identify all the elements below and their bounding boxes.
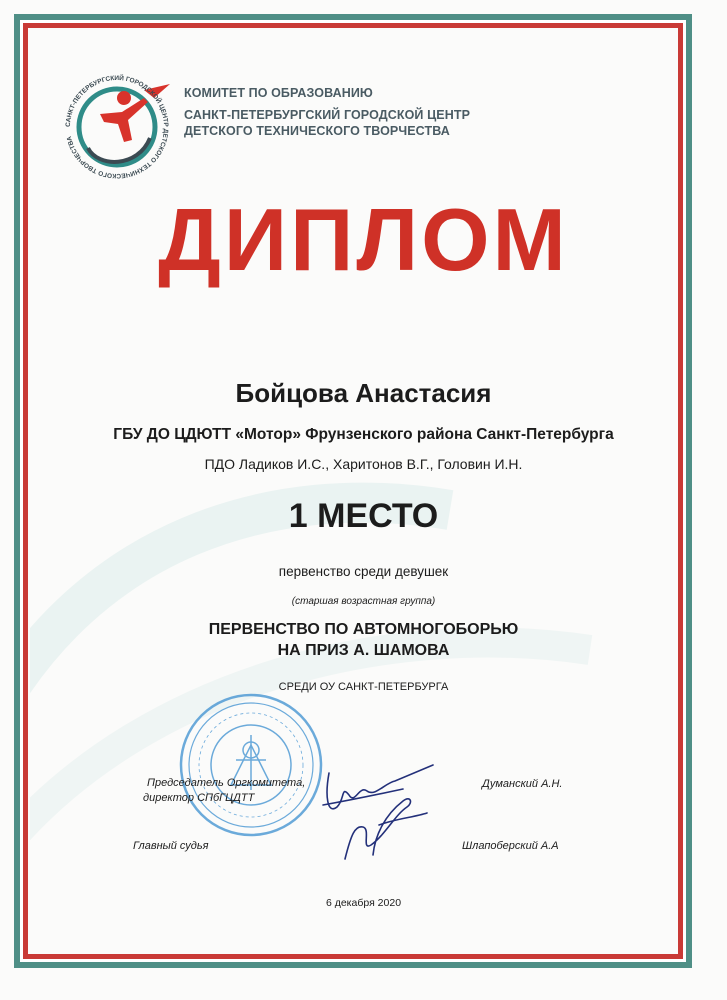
competition-title-line1: ПЕРВЕНСТВО ПО АВТОМНОГОБОРЬЮ [208,621,519,638]
committee-name: КОМИТЕТ ПО ОБРАЗОВАНИЮ [184,86,373,100]
judge-name: Шлапоберский А.А [462,840,559,852]
center-name-line2: ДЕТСКОГО ТЕХНИЧЕСКОГО ТВОРЧЕСТВА [184,124,450,138]
handwritten-signatures [315,755,435,870]
chair-position: директор СПбГЦДТТ [143,792,255,804]
official-round-stamp [176,690,326,840]
recipient-name: Бойцова Анастасия [235,378,492,408]
chair-title: Председатель Оргкомитета, [147,777,306,789]
competition-title-line2: НА ПРИЗ А. ШАМОВА [277,642,450,659]
runner-globe-logo [58,68,176,186]
chair-name: Думанский А.Н. [482,778,563,790]
competition-scope: СРЕДИ ОУ САНКТ-ПЕТЕРБУРГА [278,681,449,693]
judge-title: Главный судья [133,840,209,852]
logo-ring-text: САНКТ-ПЕТЕРБУРГСКИЙ ГОРОДСКОЙ ЦЕНТР ДЕТСКОГО ТЕХНИЧЕСКОГО ТВОРЧЕСТВА [64,74,170,180]
award-place: 1 МЕСТО [288,497,439,535]
issue-date: 6 декабря 2020 [325,897,402,909]
award-group: (старшая возрастная группа) [291,596,436,607]
recipient-teachers: ПДО Ладиков И.С., Харитонов В.Г., Головин И.Н. [204,456,523,472]
center-name-line1: САНКТ-ПЕТЕРБУРГСКИЙ ГОРОДСКОЙ ЦЕНТР [184,108,471,122]
award-category: первенство среди девушек [278,564,449,579]
recipient-school: ГБУ ДО ЦДЮТТ «Мотор» Фрунзенского района Санкт-Петербурга [113,426,614,443]
diploma-title: ДИПЛОМ [158,190,569,289]
